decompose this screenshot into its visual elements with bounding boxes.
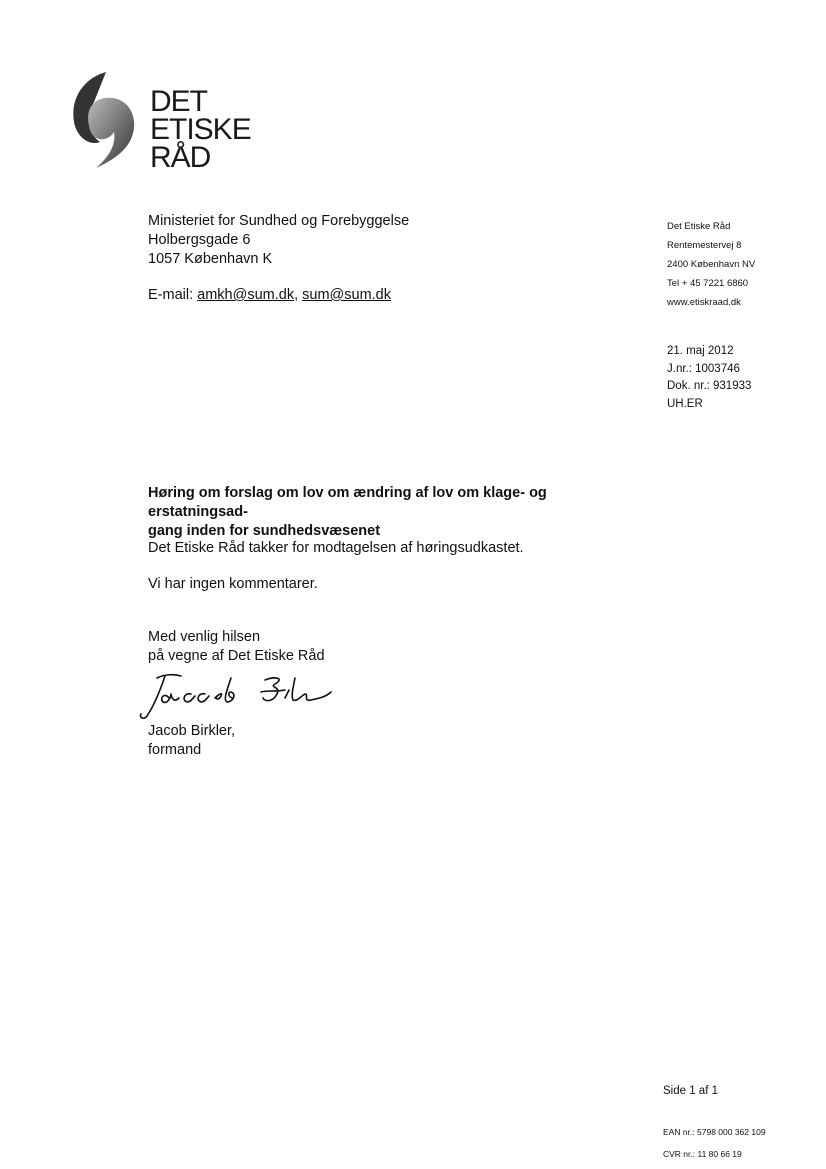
logo-line-1: DET	[150, 85, 207, 118]
body-paragraph-2: Vi har ingen kommentarer.	[148, 576, 318, 592]
subject-line-1: Høring om forslag om lov om ændring af lov om klage- og erstatningsad-	[148, 485, 547, 520]
letter-subject	[148, 484, 648, 541]
meta-doknr: Dok. nr.: 931933	[667, 380, 752, 392]
sender-line: Rentemestervej 8	[667, 240, 742, 251]
closing-line-2: på vegne af Det Etiske Råd	[148, 648, 325, 664]
subject-line-2: gang inden for sundhedsvæsenet	[148, 523, 381, 539]
sender-line: 2400 København NV	[667, 259, 756, 270]
body-paragraph-1: Det Etiske Råd takker for modtagelsen af høringsudkastet.	[148, 540, 524, 556]
recipient-line: 1057 København K	[148, 251, 273, 267]
recipient-line: Ministeriet for Sundhed og Forebyggelse	[148, 213, 410, 229]
email-label: E-mail:	[148, 287, 198, 303]
signer-title: formand	[148, 742, 202, 758]
recipient-email	[148, 287, 391, 303]
meta-jnr: J.nr.: 1003746	[667, 362, 740, 375]
recipient-line: Holbergsgade 6	[148, 232, 251, 248]
sender-line: Tel + 45 7221 6860	[667, 278, 749, 289]
email-separator: ,	[294, 287, 303, 303]
document-meta	[667, 343, 751, 413]
page-number: Side 1 af 1	[663, 1085, 718, 1097]
signer-name: Jacob Birkler,	[148, 723, 236, 739]
sender-address	[667, 217, 755, 312]
handwritten-signature	[135, 668, 335, 720]
closing	[148, 628, 325, 666]
closing-line-1: Med venlig hilsen	[148, 629, 261, 645]
logo-icon	[70, 70, 140, 170]
sender-line: Det Etiske Råd	[667, 221, 731, 232]
email-link-2[interactable]: sum@sum.dk	[302, 287, 391, 303]
email-link-1[interactable]: amkh@sum.dk	[197, 287, 295, 303]
recipient-address	[148, 212, 409, 269]
ean-number: EAN nr.: 5798 000 362 109	[663, 1127, 766, 1137]
cvr-number: CVR nr.: 11 80 66 19	[663, 1149, 742, 1159]
logo-line-3: RÅD	[150, 141, 211, 174]
sender-line: www.etiskraad.dk	[667, 297, 741, 308]
meta-initials: UH.ER	[667, 397, 703, 410]
logo-line-2: ETISKE	[150, 113, 251, 146]
signer-block	[148, 722, 235, 760]
meta-date: 21. maj 2012	[667, 345, 734, 357]
logo-wordmark	[150, 85, 251, 174]
registration-ids	[663, 1121, 766, 1165]
